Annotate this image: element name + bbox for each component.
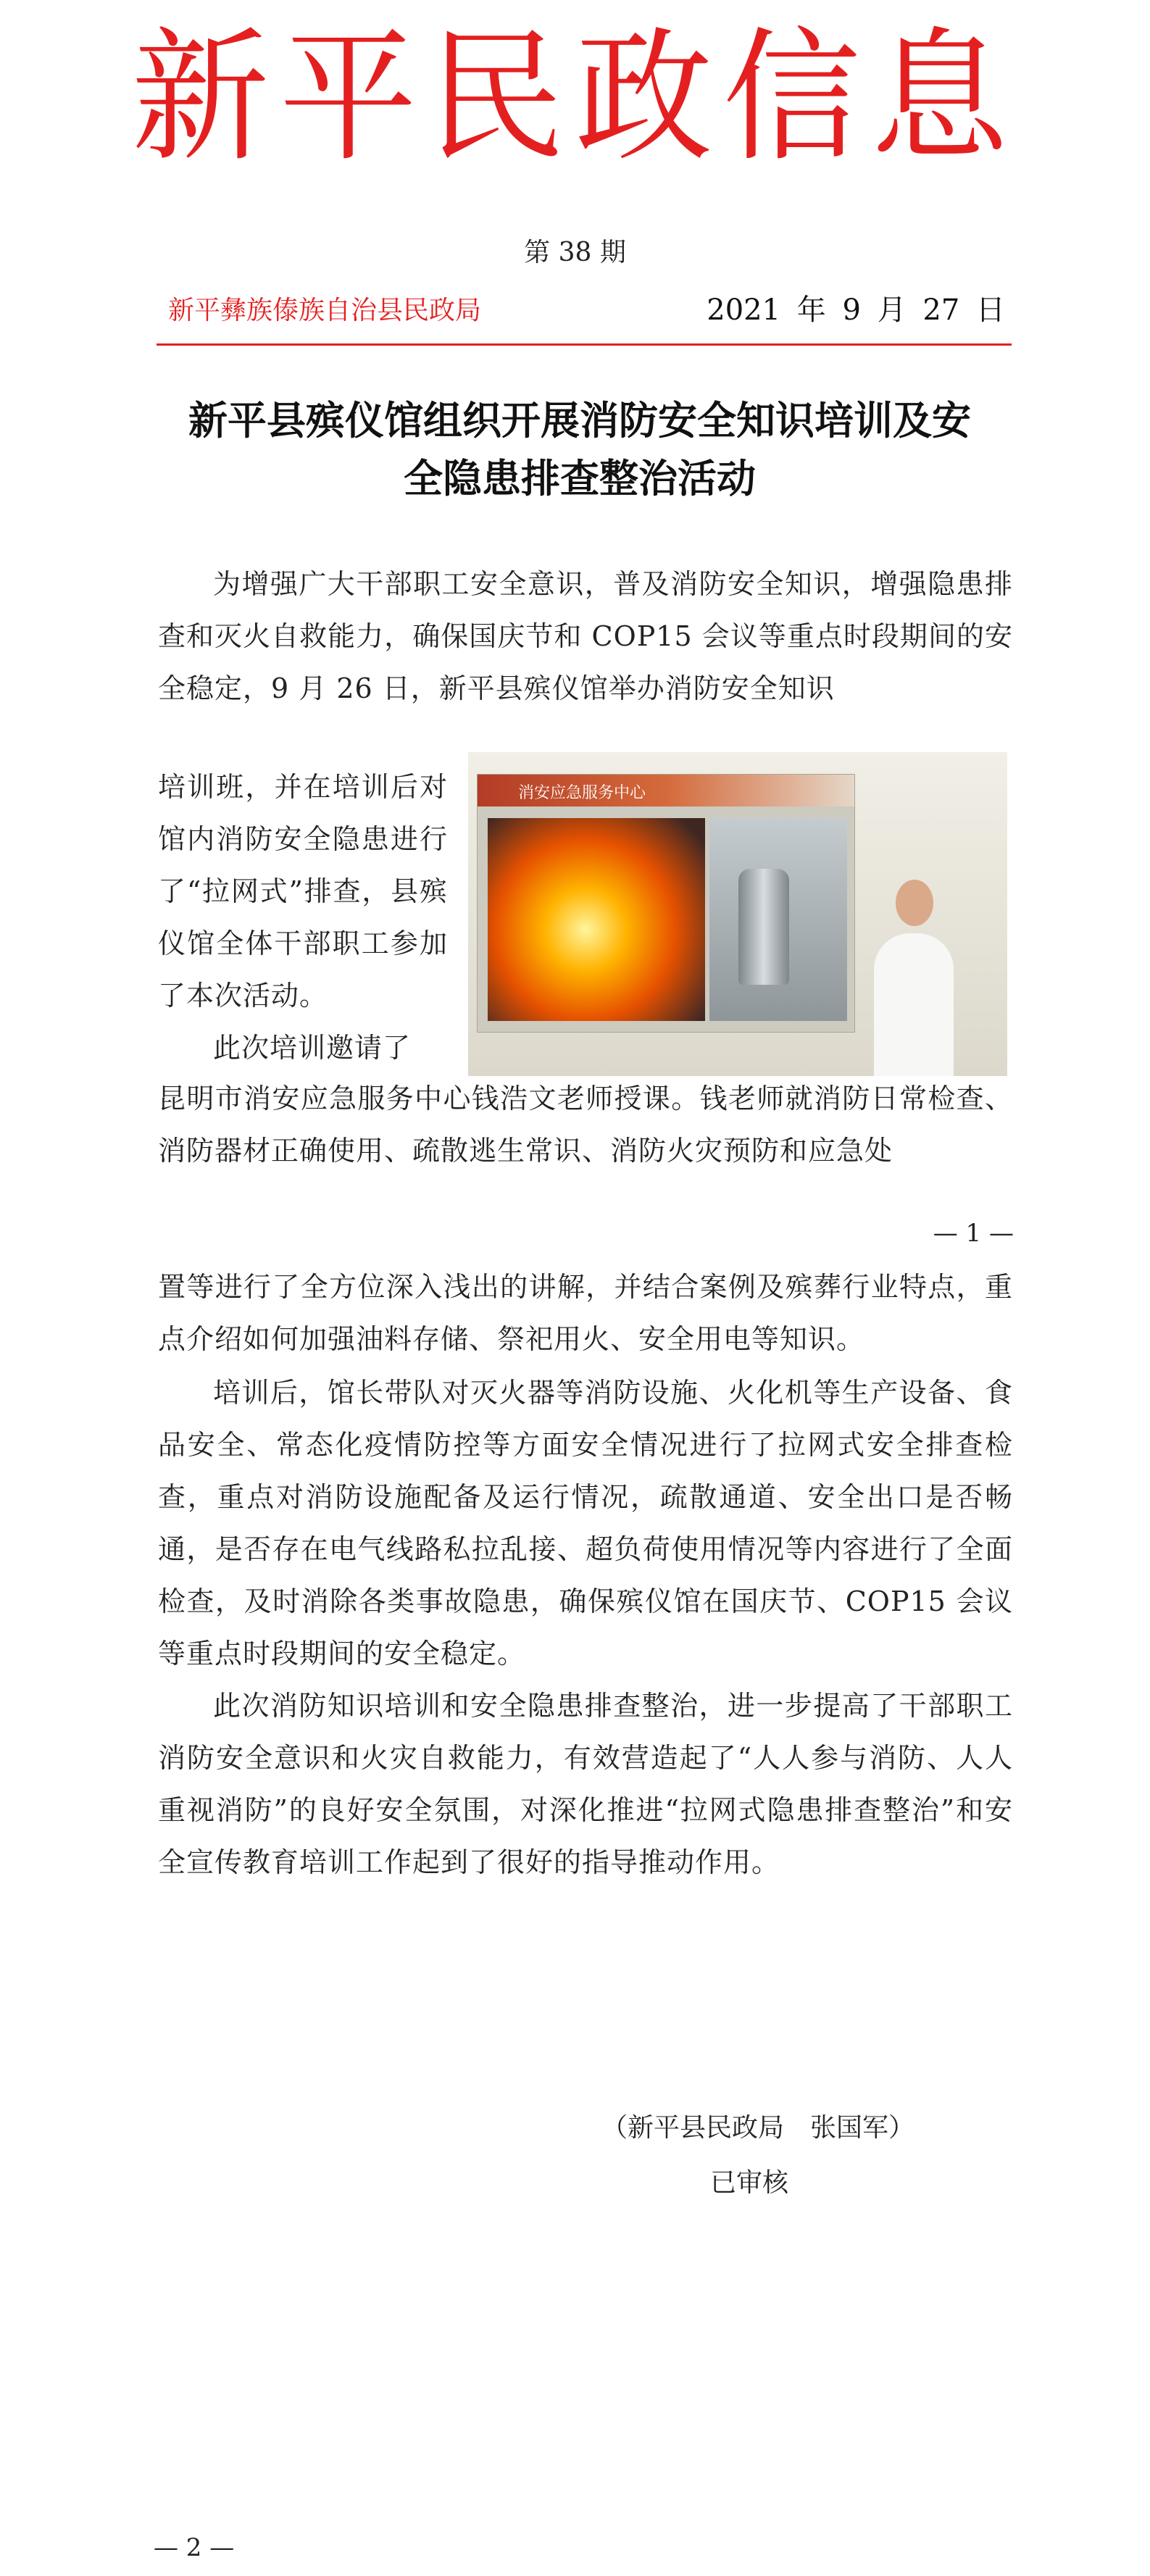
- projector-screen: [477, 774, 855, 1033]
- paragraph-2a-text: 此次培训邀请了: [213, 1032, 412, 1064]
- issue-date: 2021 年 9 月 27 日: [707, 293, 1005, 327]
- masthead-title: 新平民政信息: [131, 14, 1019, 181]
- gas-cylinder: [738, 869, 789, 985]
- issue-number: 第 38 期: [524, 238, 626, 267]
- gas-cylinder-image: [709, 818, 847, 1021]
- review-status: 已审核: [710, 2168, 789, 2198]
- paragraph-4: [158, 1367, 1013, 1680]
- article-title-line-1: 新平县殡仪馆组织开展消防安全知识培训及安: [188, 397, 971, 443]
- paragraph-3-text: 置等进行了全方位深入浅出的讲解，并结合案例及殡葬行业特点，重点介绍如何加强油料存储、祭祀用火、安全用电等知识。: [158, 1271, 1013, 1355]
- presenter-head: [896, 880, 933, 926]
- fire-image: [488, 818, 705, 1021]
- page-number-2: — 2 —: [154, 2533, 235, 2562]
- paragraph-1b-text: 培训班，并在培训后对馆内消防安全隐患进行了“拉网式”排查，县殡仪馆全体干部职工参加了本次活动。: [158, 771, 448, 1012]
- paragraph-3: [158, 1261, 1013, 1365]
- paragraph-2b-text: 昆明市消安应急服务中心钱浩文老师授课。钱老师就消防日常检查、消防器材正确使用、疏散逃生常识、消防火灾预防和应急处: [158, 1083, 1013, 1167]
- issuing-organization: 新平彝族傣族自治县民政局: [168, 296, 482, 325]
- header-divider: [157, 343, 1012, 346]
- paragraph-2-start: [158, 1022, 448, 1074]
- screen-banner: [478, 775, 854, 806]
- paragraph-5: [158, 1680, 1013, 1888]
- paragraph-4-text: 培训后，馆长带队对灭火器等消防设施、火化机等生产设备、食品安全、常态化疫情防控等方面安全情况进行了拉网式安全排查检查，重点对消防设施配备及运行情况，疏散通道、安全出口是否畅通，是否存在电气线路私拉乱接、超负荷使用情况等内容进行了全面检查，及时消除各类事故隐患，确保殡仪馆在国庆节、COP15 会议等重点时段期间的安全稳定。: [158, 1377, 1013, 1670]
- paragraph-5-text: 此次消防知识培训和安全隐患排查整治，进一步提高了干部职工消防安全意识和火灾自救能力，有效营造起了“人人参与消防、人人重视消防”的良好安全氛围，对深化推进“拉网式隐患排查整治”和安全宣传教育培训工作起到了很好的指导推动作用。: [158, 1690, 1013, 1878]
- article-title-line-2: 全隐患排查整治活动: [404, 455, 756, 501]
- training-photo: [468, 752, 1007, 1076]
- paragraph-2-continued: [158, 1072, 1013, 1177]
- author-signature: （新平县民政局 张国军）: [601, 2113, 915, 2143]
- page-number-1: — 1 —: [933, 1219, 1014, 1248]
- article-title: [145, 391, 1014, 507]
- screen-banner-label: 消安应急服务中心: [518, 784, 646, 802]
- presenter: [874, 933, 954, 1076]
- paragraph-1: [158, 558, 1013, 714]
- paragraph-1-continued: [158, 761, 448, 1022]
- paragraph-1-text: 为增强广大干部职工安全意识，普及消防安全知识，增强隐患排查和灭火自救能力，确保国庆节和 COP15 会议等重点时段期间的安全稳定，9 月 26 日，新平县殡仪馆举办消防安全知识: [158, 568, 1013, 704]
